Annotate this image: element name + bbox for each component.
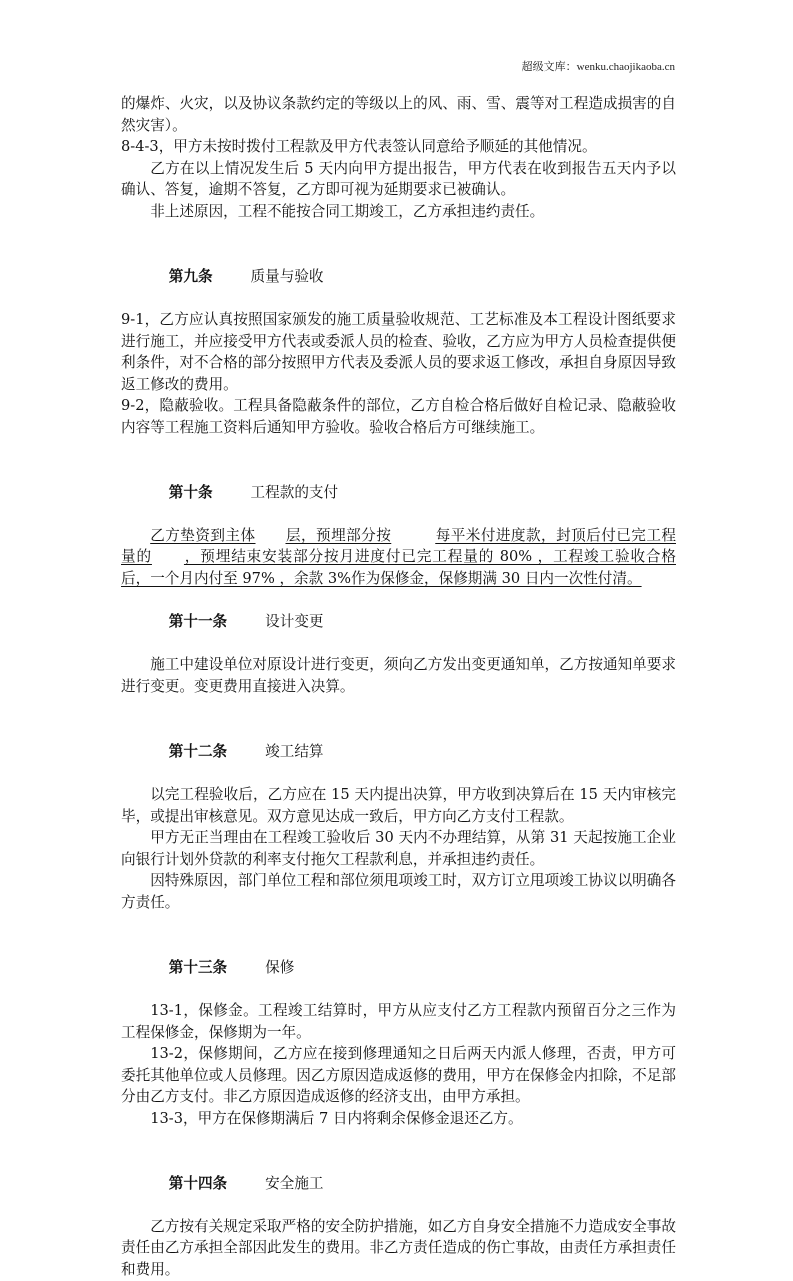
- section-number: 第十二条: [168, 742, 228, 760]
- payment-term-part: ，预埋结束安装部分按月进度付已完工程量的 80% ，工程竣工验收合格后，一个月内付至 97% ，余款 3%作为保修金，保修期满 30 日内一次性付清。: [121, 548, 676, 588]
- spacer: [121, 698, 676, 720]
- section-title: 工程款的支付: [250, 483, 339, 501]
- spacer: [121, 223, 676, 245]
- paragraph: 13-3，甲方在保修期满后 7 日内将剩余保修金退还乙方。: [150, 1109, 523, 1127]
- section-heading-10: [121, 460, 676, 525]
- page-header-watermark: 超级文库：wenku.chaojikaoba.cn: [521, 61, 675, 73]
- paragraph: 9-2，隐蔽验收。工程具备隐蔽条件的部位，乙方自检合格后做好自检记录、隐蔽验收内容等工程施工资料后通知甲方验收。验收合格后方可继续施工。: [121, 397, 676, 436]
- section-heading-11: [121, 590, 676, 655]
- paragraph: 13-1，保修金。工程竣工结算时，甲方从应支付乙方工程款内预留百分之三作为工程保修金，保修期为一年。: [121, 1001, 676, 1041]
- section-heading-12: [121, 719, 676, 784]
- section-title: 设计变更: [265, 613, 324, 631]
- paragraph: 8-4-3，甲方未按时拨付工程款及甲方代表签认同意给予顺延的其他情况。: [121, 138, 597, 156]
- paragraph: 13-2，保修期间，乙方应在接到修理通知之日后两天内派人修理，否责，甲方可委托其他单位或人员修理。因乙方原因造成返修的费用，甲方在保修金内扣除，不足部分由乙方支付。非乙方原因造成返修的经济支出，由甲方承担。: [121, 1045, 676, 1106]
- paragraph: 非上述原因，工程不能按合同工期竣工，乙方承担违约责任。: [150, 202, 545, 220]
- section-heading-9: [121, 244, 676, 309]
- section-number: 第九条: [168, 267, 213, 285]
- section-title: 质量与验收: [250, 267, 324, 285]
- payment-terms-paragraph: [121, 525, 676, 590]
- paragraph: 因特殊原因，部门单位工程和部位须甩项竣工时，双方订立甩项竣工协议以明确各方责任。: [121, 872, 676, 911]
- paragraph: 的爆炸、火灾，以及协议条款约定的等级以上的风、雨、雪、震等对工程造成损害的自然灾害）。: [121, 95, 676, 134]
- section-title: 竣工结算: [265, 742, 324, 760]
- section-number: 第十条: [168, 483, 213, 501]
- document-body: [121, 93, 676, 1281]
- spacer: [121, 439, 676, 461]
- spacer: [121, 914, 676, 936]
- section-number: 第十一条: [168, 613, 228, 631]
- section-number: 第十四条: [168, 1174, 228, 1192]
- section-title: 安全施工: [265, 1174, 324, 1192]
- paragraph: 甲方无正当理由在工程竣工验收后 30 天内不办理结算，从第 31 天起按施工企业向银行计划外贷款的利率支付拖欠工程款利息，并承担违约责任。: [121, 829, 676, 868]
- paragraph: 乙方按有关规定采取严格的安全防护措施，如乙方自身安全措施不力造成安全事故责任由乙方承担全部因此发生的费用。非乙方责任造成的伤亡事故，由责任方承担责任和费用。: [121, 1217, 676, 1279]
- section-title: 保修: [265, 958, 295, 976]
- payment-term-part: 每平米付进度款，封顶后付已完工程量的: [121, 526, 676, 566]
- payment-term-part: 乙方垫资到主体: [150, 526, 256, 544]
- blank-field: [256, 525, 286, 547]
- section-heading-13: [121, 935, 676, 1000]
- paragraph: 施工中建设单位对原设计进行变更，须向乙方发出变更通知单，乙方按通知单要求进行变更。变更费用直接进入决算。: [121, 656, 676, 696]
- paragraph: 以完工程验收后，乙方应在 15 天内提出决算，甲方收到决算后在 15 天内审核完毕，或提出审核意见。双方意见达成一致后，甲方向乙方支付工程款。: [121, 786, 676, 825]
- section-heading-14: [121, 1151, 676, 1216]
- payment-term-part: 层，预埋部分按: [285, 526, 392, 544]
- spacer: [121, 1130, 676, 1152]
- section-number: 第十三条: [168, 958, 228, 976]
- blank-field: [391, 525, 435, 547]
- blank-field: [152, 546, 184, 568]
- paragraph: 9-1，乙方应认真按照国家颁发的施工质量验收规范、工艺标准及本工程设计图纸要求进行施工，并应接受甲方代表或委派人员的检查、验收，乙方应为甲方人员检查提供便利条件，对不合格的部分按照甲方代表及委派人员的要求返工修改，承担自身原因导致返工修改的费用。: [121, 310, 676, 393]
- paragraph: 乙方在以上情况发生后 5 天内向甲方提出报告，甲方代表在收到报告五天内予以确认、答复，逾期不答复，乙方即可视为延期要求已被确认。: [121, 159, 676, 199]
